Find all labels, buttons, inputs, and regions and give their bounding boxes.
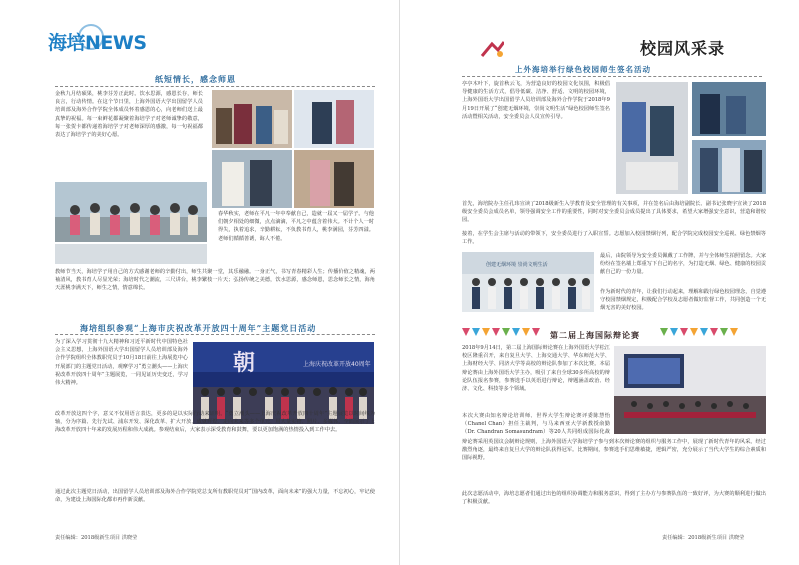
section2-para2: 本次大赛由知名辩论培训师、世界大学生辩论赛评委陈慧怡（Chanel Chan）担任主裁判，与马来西亚大学新教授俞勤（Dr. Chandran Somasundram）等20人共同组成国际化裁 [462,413,610,436]
group-photo-1 [55,182,207,242]
svg-text:朝: 朝 [233,350,256,376]
group-signing-photo [462,252,594,312]
section1-para4: 最后，由院领导为安全委员佩戴了工作牌，并与全体师生拍照留念。大家纷纷在签名墙上郑重写下自己的名字，为打造无烟、绿色、健康的校园贡献自己的一份力量。 [600,253,766,276]
svg-text:上海庆祝改革开放40周年: 上海庆祝改革开放40周年 [303,361,371,368]
divider [462,76,762,77]
right-page [400,0,799,565]
campus-logo-icon [480,40,504,58]
page-header-title: 校园风采录 [640,39,726,58]
section1-para5: 作为新时代的青年，让我们行动起来，理解和践行绿色校园理念，自觉遵守校园禁烟规定，积极配合学校及志愿者做好监督工作，共同创造一个无烟无害的美好校园。 [600,289,766,312]
section2-para1: 2018年9月14日，第二届上海国际辩论赛在上海外国语大学松江校区隆重召开，来自复旦大学、上海交通大学、华东师范大学、上海财经大学、同济大学等高校的辩论队参加了本次比赛。本届辩论赛由上海外国语大学主办，吸引了来自全球30多所高校的辩论队伍报名参赛，参赛选手以英语进行辩论，辩题涵盖政治、经济、文化、科技等多个领域。 [462,345,610,393]
svg-text:创建无烟环境 崇尚文明生活: 创建无烟环境 崇尚文明生活 [486,262,548,268]
debate-venue-photo [614,346,766,434]
section1-intro: 金秋九月结硕果，桃李芬芳正此时。饮水思源，感恩长存，师长良言，行动传情。在这个节日里，上海外国语大学出国留学人员培训部及海外合作学院全体成员怀着感恩的心，向老师们送上最真挚的祝福。每一束鲜花都凝聚着海培学子对老师诚挚的敬意，每一张贺卡都传递着海培学子对老师深厚的感激，每一句祝福都表达了海培学子的美好心愿。 [55,91,203,139]
section2-para3: 通过此次主题党日活动，出国留学人员培训部及海外合作学院党总支所有教职党员对“国内改革，面向未来”的强大力量，不忘初心，牢记使命，为建设上海国际化都市再作新贡献。 [55,489,375,504]
divider [55,334,375,335]
section1-para2: 春华秋实，老师在平凡一年中奉献自己，造就一届又一届学子。与他们朝夕相处的细微，点点滴滴，平凡之中蕴含着伟大。不计个人一时得失，执着追求，辛勤耕耘，不负教书育人，桃李满园，芬芳四溢。老师们循循善诱，诲人不倦。 [218,211,374,242]
section2-para3: 辩论赛采用英国议会制辩论规则，上海外国语大学海培学子参与到本次辩论赛的组织与服务工作中，展现了新时代青年的风采。经过激烈角逐，最终来自复旦大学的辩论队获得冠军。比赛期间，参赛选手们思维敏捷，逻辑严密，充分展示了当代大学生的综合素质和国际视野。 [462,439,766,462]
section1-para3: 接着，在学生会主席与活动的带领下，安全委员进行了入职宣誓。志愿加入校园禁烟行列，配合学院完成校园安全巡视、绿色禁烟等工作。 [462,231,766,246]
section1-title: 上外海培举行绿色校园师生签名活动 [515,65,651,74]
section2-para4: 此次志愿活动中，海培志愿者们通过出色的组织协调能力和服务意识，得到了主办方与参赛队伍的一致好评，为大赛的顺利进行做出了积极贡献。 [462,491,766,506]
section1-para3: 教师节当天，海培学子用自己的方式感谢老师的辛勤付出，师生共聚一堂，其乐融融。一身正气，书写青春精彩人生；传播价值之精魂，两袖清风，教书育人尽显光荣；海培时代之潮流，三尺讲台，桃李繁枝一片天；弘扬传统之美德，饮水思源，感念师恩，思念师长之情，海角天涯桃李满天下，师生之情，情意绵长。 [55,269,375,292]
section2-para1: 为了深入学习贯彻十九大精神和习近平新时代中国特色社会主义思想，上海外国语大学出国留学人员培训部及海外合作学院组织全体教职党员于10月18日前往上海展览中心开展部门的主题党日活动，观摩学习“勇立潮头——上海庆祝改革开放四十周年”主题展览，一同见证历史变迁，学习伟大精神。 [55,339,188,387]
section2-title: 第二届上海国际辩论赛 [550,330,640,340]
group-photo-strip [55,244,207,264]
section1-para2: 首先，海培院办主任孔玮宣读了2018级新生入学教育及安全管理的有关事项，并在签名后由海培副院长、副书记张晓宇宣读了2018级安全委员会成员名单，领导强调安全工作的重要性，同时对安全委员会成员提出了具体要求，希望大家增强安全意识，营造和谐校园。 [462,201,766,224]
teachers-photo-collage [212,90,374,208]
section2-para2: 改革开放这四个字，意义不仅用语言表达，更多的是以实际行动来证明。“勇立潮头——上海庆祝改革开放四十周年”主题展览以时间线为轴，分为序篇、先行先试、浦东开发、深化改革、扩大开放、成就辉煌、走向未来等多个单元，用大量实物、照片、多媒体，全面展示了上海改革开放四十年来的发展历程和伟大成就。参观结束后，大家表示深受教育和鼓舞，要以更加饱满的热情投入到工作中去。 [55,411,375,434]
left-page [0,0,399,565]
section1-title: 纸短情长，感念师恩 [155,74,236,84]
section2-title: 海培组织参观“上海市庆祝改革开放四十周年”主题党日活动 [80,323,317,333]
newsletter-logo: 海培NEWS [48,32,147,54]
left-footer: 责任编辑：2018级新生项目 洪晓莹 [55,535,138,541]
divider [55,86,375,87]
bunting-decoration [462,328,542,338]
right-footer: 责任编辑：2018级新生项目 洪晓莹 [662,535,745,541]
bunting-decoration [660,328,740,338]
signing-event-photos [616,82,766,194]
section1-para1: 亭亭木叶下，旋首秋云飞，为营造良好的校园文化氛围，积极倡导健康的生活方式，倡导低碳、洁净、舒适、文明的校园环境，上海外国语大学出国留学人员培训部及海外合作学院于2018年9月19日开展了“创建无烟环境，崇尚文明生活”绿色校园师生签名活动暨相关活动，安全委员会人员宣传引导。 [462,81,610,120]
